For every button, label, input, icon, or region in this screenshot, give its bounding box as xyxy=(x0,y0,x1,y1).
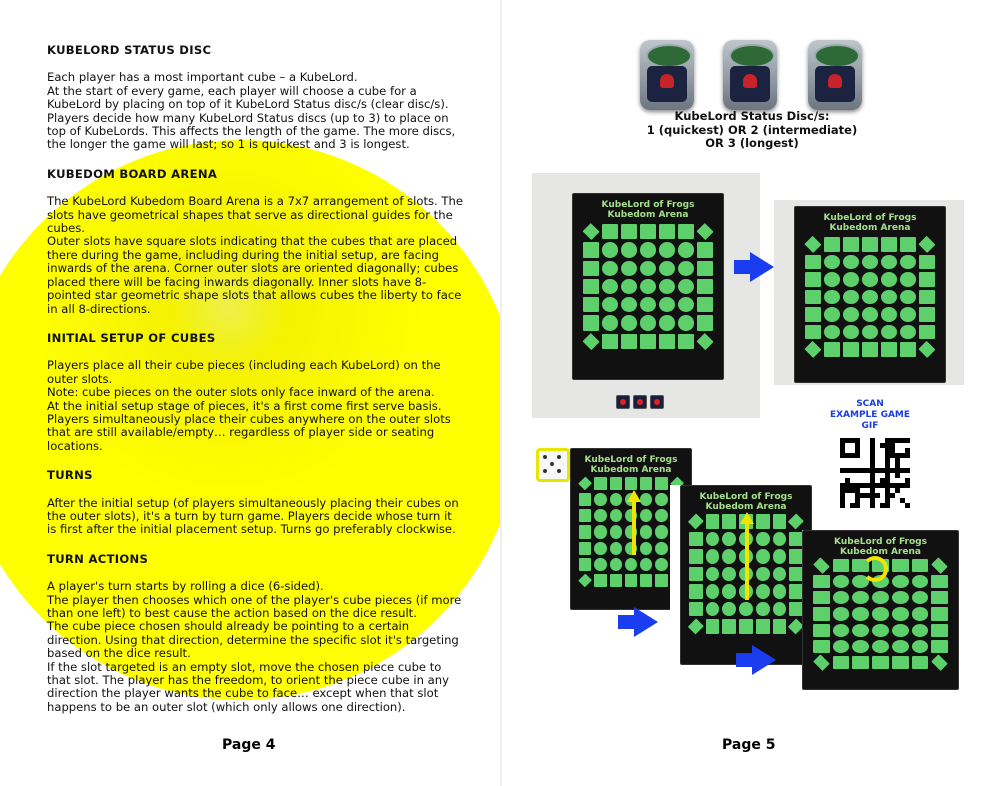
board-slot xyxy=(813,640,830,653)
board-slot xyxy=(824,325,840,340)
section-initial-setup xyxy=(47,332,463,453)
board-slot xyxy=(621,224,637,239)
board-slot xyxy=(625,477,637,490)
board-slot xyxy=(833,575,850,588)
board-slot xyxy=(919,272,935,287)
board-slot xyxy=(824,255,840,270)
board-slot xyxy=(697,297,713,312)
board-slot xyxy=(843,307,859,322)
board-slot xyxy=(833,624,850,637)
section-body: The KubeLord Kubedom Board Arena is a 7x7 arrangement of slots. The slots have geometrical shapes that serve as directional guides for the cubes. Outer slots have square slots indicating that the cubes that are placed there during the game, including during the initial setup, are facing inwards of the arena. Corner outer slots are oriented diagonally; cubes placed there will be facing inwards diagonally. Inner slots have 8-pointed star geometric shape slots that allows cubes the liberty to face in all 8-directions. xyxy=(47,194,463,316)
board-slot xyxy=(579,493,591,506)
board-slot xyxy=(788,513,804,529)
board-slot xyxy=(578,573,592,587)
board-slot xyxy=(678,242,694,257)
board-slot xyxy=(773,619,787,634)
board-slot xyxy=(689,584,703,599)
board-slot xyxy=(773,549,787,564)
board-slot xyxy=(813,591,830,604)
board-slot xyxy=(697,261,713,276)
slot-grid xyxy=(805,237,935,357)
board-slot xyxy=(813,557,829,573)
dice-icon xyxy=(536,448,570,482)
board-slot xyxy=(678,261,694,276)
board-slot xyxy=(900,237,916,252)
board-slot xyxy=(892,640,909,653)
status-disc-caption: KubeLord Status Disc/s: 1 (quickest) OR 2 (intermediate) OR 3 (longest) xyxy=(646,109,858,150)
board-slot xyxy=(706,514,720,529)
board-slot xyxy=(602,242,618,257)
board-slot xyxy=(583,315,599,330)
board-slot xyxy=(689,532,703,547)
game-board: KubeLord of Frogs Kubedom Arena xyxy=(570,448,692,610)
board-slot xyxy=(594,558,606,571)
section-board-arena xyxy=(47,168,463,316)
board-slot xyxy=(852,640,869,653)
board-slot xyxy=(919,255,935,270)
board-slot xyxy=(579,542,591,555)
board-slot xyxy=(931,575,948,588)
scan-caption: SCAN EXAMPLE GAME GIF xyxy=(829,399,911,431)
slot-grid xyxy=(583,224,713,349)
board-slot xyxy=(892,575,909,588)
board-slot xyxy=(789,532,803,547)
board-slot xyxy=(931,654,947,670)
board-slot xyxy=(881,307,897,322)
board-slot xyxy=(852,607,869,620)
board-slot xyxy=(583,261,599,276)
setup-complete-photo xyxy=(774,200,964,385)
board-slot xyxy=(640,574,652,587)
move-arrow-head xyxy=(740,512,754,524)
board-slot xyxy=(824,272,840,287)
board-slot xyxy=(722,619,736,634)
board-slot xyxy=(931,607,948,620)
board-slot xyxy=(813,654,829,670)
board-slot xyxy=(678,224,694,239)
board-slot xyxy=(900,342,916,357)
section-heading: KUBELORD STATUS DISC xyxy=(47,43,212,57)
board-slot xyxy=(659,224,675,239)
board-slot xyxy=(756,549,770,564)
board-slot xyxy=(640,509,652,522)
board-slot xyxy=(659,334,675,349)
board-slot xyxy=(602,261,618,276)
board-slot xyxy=(881,325,897,340)
board-slot xyxy=(912,559,929,572)
board-slot xyxy=(739,602,753,617)
board-slot xyxy=(659,315,675,330)
setup-board-photo xyxy=(532,173,760,418)
board-slot xyxy=(813,607,830,620)
board-slot xyxy=(881,290,897,305)
board-slot xyxy=(824,307,840,322)
board-slot xyxy=(833,656,850,669)
board-slot xyxy=(583,297,599,312)
board-slot xyxy=(900,290,916,305)
board-slot xyxy=(722,584,736,599)
board-slot xyxy=(722,567,736,582)
board-slot xyxy=(756,514,770,529)
board-slot xyxy=(862,307,878,322)
board-slot xyxy=(881,272,897,287)
board-slot xyxy=(773,584,787,599)
board-slot xyxy=(697,279,713,294)
game-board: KubeLord of Frogs Kubedom Arena xyxy=(680,485,812,665)
section-heading: KUBEDOM BOARD ARENA xyxy=(47,166,218,181)
board-slot xyxy=(912,575,929,588)
board-slot xyxy=(862,255,878,270)
board-slot xyxy=(688,513,704,529)
board-slot xyxy=(594,542,606,555)
board-slot xyxy=(722,549,736,564)
board-slot xyxy=(881,255,897,270)
board-slot xyxy=(900,325,916,340)
rotate-arrow xyxy=(862,556,888,582)
section-heading: TURN ACTIONS xyxy=(47,551,149,566)
board-slot xyxy=(892,607,909,620)
board-slot xyxy=(621,261,637,276)
board-slot xyxy=(843,272,859,287)
board-slot xyxy=(833,591,850,604)
board-slot xyxy=(813,624,830,637)
board-slot xyxy=(582,223,599,240)
board-slot xyxy=(773,514,787,529)
board-slot xyxy=(813,575,830,588)
board-slot xyxy=(892,591,909,604)
board-slot xyxy=(739,619,753,634)
board-slot xyxy=(900,255,916,270)
board-slot xyxy=(602,279,618,294)
board-slot xyxy=(789,584,803,599)
board-slot xyxy=(583,242,599,257)
board-slot xyxy=(900,307,916,322)
board-slot xyxy=(706,567,720,582)
board-slot xyxy=(621,279,637,294)
board-slot xyxy=(843,290,859,305)
board-slot xyxy=(722,532,736,547)
move-arrow-head xyxy=(627,490,641,502)
board-slot xyxy=(625,558,637,571)
board-slot xyxy=(602,297,618,312)
board-slot xyxy=(610,574,622,587)
board-slot xyxy=(678,279,694,294)
board-slot xyxy=(594,509,606,522)
board-slot xyxy=(833,607,850,620)
board-slot xyxy=(640,261,656,276)
board-slot xyxy=(912,640,929,653)
board-slot xyxy=(773,567,787,582)
board-slot xyxy=(756,567,770,582)
board-slot xyxy=(805,236,822,253)
board-slot xyxy=(696,223,713,240)
board-slot xyxy=(706,619,720,634)
board-slot xyxy=(805,307,821,322)
board-slot xyxy=(872,591,889,604)
board-slot xyxy=(689,567,703,582)
board-slot xyxy=(610,542,622,555)
board-slot xyxy=(602,315,618,330)
next-step-arrow xyxy=(752,645,776,675)
board-slot xyxy=(610,558,622,571)
board-slot xyxy=(640,493,652,506)
board-slot xyxy=(824,342,840,357)
board-slot xyxy=(610,493,622,506)
board-slot xyxy=(852,656,869,669)
next-step-arrow xyxy=(750,252,774,282)
board-slot xyxy=(640,334,656,349)
board-slot xyxy=(722,602,736,617)
board-slot xyxy=(678,334,694,349)
board-slot xyxy=(843,255,859,270)
board-slot xyxy=(689,602,703,617)
board-slot xyxy=(659,261,675,276)
board-slot xyxy=(881,342,897,357)
board-slot xyxy=(706,549,720,564)
board-slot xyxy=(805,290,821,305)
section-status-disc xyxy=(47,44,463,152)
rules-text xyxy=(47,44,463,730)
board-slot xyxy=(655,493,667,506)
board-slot xyxy=(919,341,936,358)
board-slot xyxy=(640,525,652,538)
board-slot xyxy=(640,279,656,294)
board-slot xyxy=(655,477,667,490)
board-slot xyxy=(862,272,878,287)
page-5 xyxy=(502,0,1000,786)
board-slot xyxy=(912,607,929,620)
board-slot xyxy=(931,591,948,604)
board-slot xyxy=(872,640,889,653)
board-slot xyxy=(862,325,878,340)
board-slot xyxy=(594,574,606,587)
board-slot xyxy=(872,656,889,669)
board-slot xyxy=(655,509,667,522)
board-slot xyxy=(852,591,869,604)
page-number: Page 4 xyxy=(222,737,276,753)
board-slot xyxy=(579,509,591,522)
board-slot xyxy=(824,237,840,252)
board-slot xyxy=(892,559,909,572)
board-slot xyxy=(689,549,703,564)
section-heading: INITIAL SETUP OF CUBES xyxy=(47,330,216,345)
board-slot xyxy=(912,624,929,637)
board-slot xyxy=(773,532,787,547)
board-slot xyxy=(843,342,859,357)
board-slot xyxy=(756,619,770,634)
board-slot xyxy=(594,477,606,490)
board-slot xyxy=(697,315,713,330)
board-slot xyxy=(706,584,720,599)
board-slot xyxy=(789,549,803,564)
board-slot xyxy=(931,624,948,637)
section-heading: TURNS xyxy=(47,468,93,483)
board-slot xyxy=(640,477,652,490)
section-body: After the initial setup (of players simultaneously placing their cubes on the outer slots), it's a turn by turn game. Players decide whose turn it is first after the initial placement setup. Turns go preferably clockwise. xyxy=(47,495,459,537)
section-body: Each player has a most important cube – a KubeLord. At the start of every game, each player will choose a cube for a KubeLord by placing on top of it KubeLord Status disc/s (clear disc/s). Players decide how many KubeLord Status discs (up to 3) to place on top of KubeLords. This affects the length of the game. The more discs, the longer the game will last; so 1 is quickest and 3 is longest. xyxy=(47,70,456,152)
rotate-photo xyxy=(802,530,962,690)
board-slot xyxy=(931,557,947,573)
board-slot xyxy=(852,624,869,637)
board-slot xyxy=(678,297,694,312)
board-slot xyxy=(640,297,656,312)
board-slot xyxy=(696,333,713,350)
section-body: A player's turn starts by rolling a dice (6-sided). The player then chooses which one of the player's cube pieces (if more than one left) to best cause the action based on the dice result. The cube piece chosen should already be pointing to a certain direction. Using that direction, determine the specific slot it's targeting based on the dice result. If the slot targeted is an empty slot, move the chosen piece cube to that slot. The player has the freedom, to orient the piece cube in any direction the player wants the cube to face… except when that slot happens to be an outer slot (which only allows one direction). xyxy=(47,579,462,714)
board-slot xyxy=(610,509,622,522)
board-slot xyxy=(919,236,936,253)
board-slot xyxy=(579,558,591,571)
board-slot xyxy=(756,532,770,547)
board-slot xyxy=(640,315,656,330)
board-slot xyxy=(579,525,591,538)
board-slot xyxy=(602,334,618,349)
board-slot xyxy=(892,624,909,637)
board-slot xyxy=(625,574,637,587)
game-board: KubeLord of Frogs Kubedom Arena xyxy=(802,530,959,690)
board-slot xyxy=(659,297,675,312)
qr-code[interactable] xyxy=(840,438,910,508)
board-slot xyxy=(655,525,667,538)
board-slot xyxy=(756,584,770,599)
board-slot xyxy=(773,602,787,617)
status-disc-1-photo xyxy=(640,40,694,110)
board-slot xyxy=(621,315,637,330)
board-slot xyxy=(602,224,618,239)
board-slot xyxy=(583,279,599,294)
board-slot xyxy=(805,272,821,287)
board-slot xyxy=(659,242,675,257)
board-slot xyxy=(678,315,694,330)
board-slot xyxy=(919,325,935,340)
board-slot xyxy=(722,514,736,529)
move-arrow-line xyxy=(745,522,749,600)
move-arrow-line xyxy=(632,500,636,555)
spare-cubes xyxy=(616,395,664,409)
board-slot xyxy=(805,341,822,358)
board-slot xyxy=(655,558,667,571)
board-slot xyxy=(789,602,803,617)
board-slot xyxy=(862,290,878,305)
status-disc-3-photo xyxy=(808,40,862,110)
board-slot xyxy=(862,237,878,252)
game-board: KubeLord of Frogs Kubedom Arena xyxy=(794,206,946,383)
next-step-arrow xyxy=(634,607,658,637)
board-slot xyxy=(697,242,713,257)
board-slot xyxy=(892,656,909,669)
board-slot xyxy=(872,607,889,620)
game-board: KubeLord of Frogs Kubedom Arena xyxy=(572,193,724,380)
board-slot xyxy=(824,290,840,305)
board-slot xyxy=(805,325,821,340)
section-body: Players place all their cube pieces (including each KubeLord) on the outer slots. Note: cube pieces on the outer slots only face inward of the arena. At the initial setup stage of pieces, it's a first come first serve basis. Players simultaneously place their cubes anywhere on the outer slots that are still available/empty… regardless of player side or seating locations. xyxy=(47,358,451,453)
board-slot xyxy=(610,525,622,538)
board-slot xyxy=(862,342,878,357)
board-slot xyxy=(706,602,720,617)
board-slot xyxy=(756,602,770,617)
board-slot xyxy=(843,237,859,252)
board-slot xyxy=(582,333,599,350)
board-slot xyxy=(594,493,606,506)
status-disc-2-photo xyxy=(723,40,777,110)
board-slot xyxy=(706,532,720,547)
board-slot xyxy=(833,640,850,653)
board-slot xyxy=(610,477,622,490)
board-slot xyxy=(872,624,889,637)
board-slot xyxy=(912,591,929,604)
board-slot xyxy=(659,279,675,294)
board-slot xyxy=(640,224,656,239)
board-slot xyxy=(621,297,637,312)
board-slot xyxy=(919,290,935,305)
board-slot xyxy=(833,559,850,572)
board-slot xyxy=(655,542,667,555)
section-turn-actions xyxy=(47,553,463,714)
board-slot xyxy=(594,525,606,538)
board-slot xyxy=(621,334,637,349)
board-slot xyxy=(621,242,637,257)
board-slot xyxy=(900,272,916,287)
board-slot xyxy=(805,255,821,270)
board-slot xyxy=(655,574,667,587)
board-slot xyxy=(578,477,592,491)
board-slot xyxy=(640,242,656,257)
board-slot xyxy=(640,542,652,555)
board-slot xyxy=(688,619,704,635)
board-slot xyxy=(919,307,935,322)
board-slot xyxy=(931,640,948,653)
board-slot xyxy=(640,558,652,571)
board-slot xyxy=(789,567,803,582)
section-turns xyxy=(47,469,463,537)
board-slot xyxy=(912,656,929,669)
page-number: Page 5 xyxy=(722,737,776,753)
board-slot xyxy=(881,237,897,252)
board-slot xyxy=(843,325,859,340)
